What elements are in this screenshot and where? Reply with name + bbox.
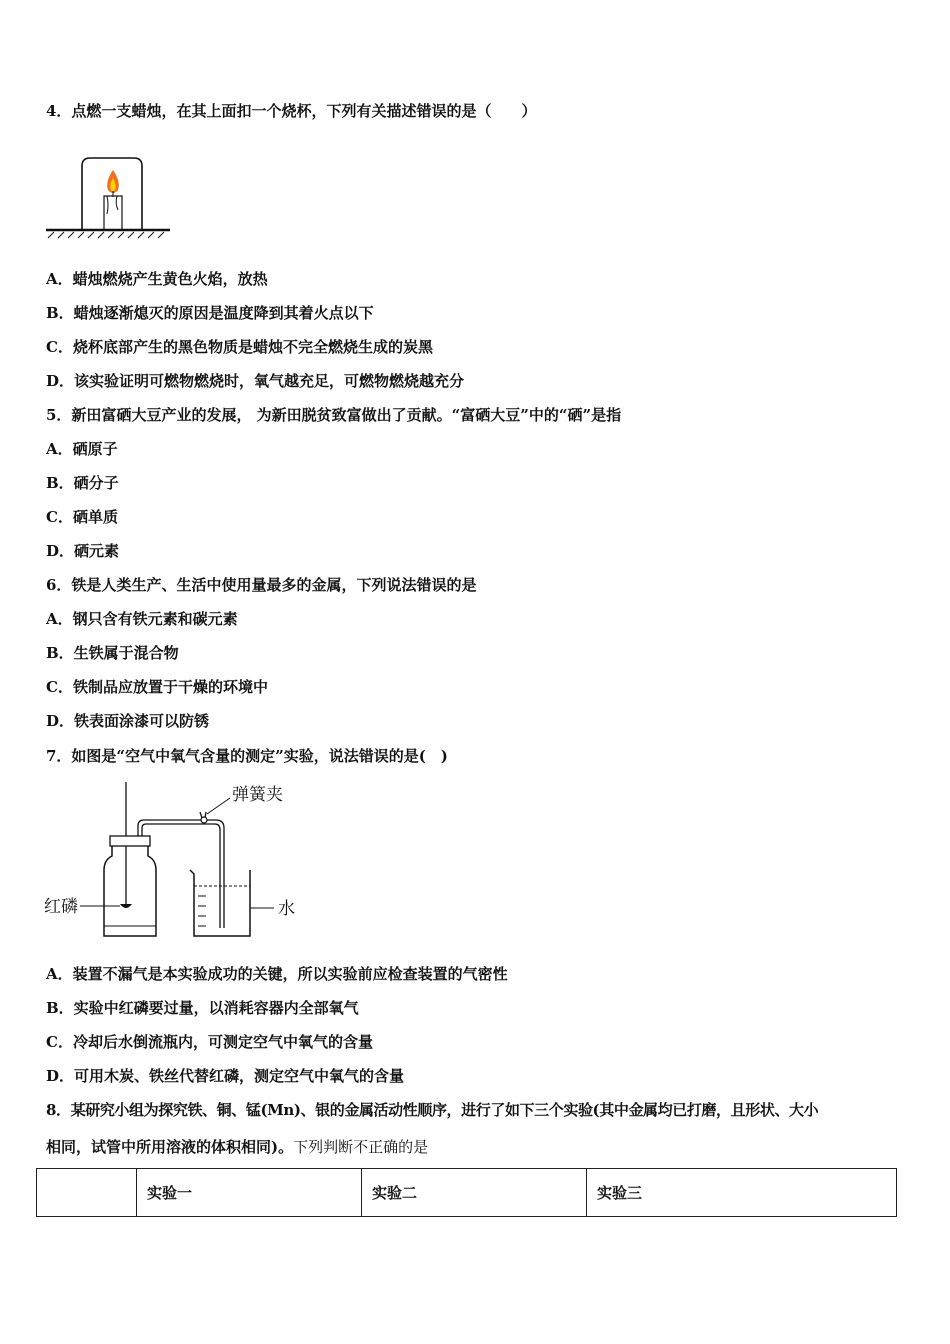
- q6-stem: 6．铁是人类生产、生活中使用量最多的金属，下列说法错误的是: [46, 576, 477, 594]
- table-row: [37, 1169, 897, 1217]
- q7-option-c: C．冷却后水倒流瓶内，可测定空气中氧气的含量: [46, 1033, 373, 1051]
- q8-stem-line2-normal: 下列判断不正确的是: [293, 1138, 429, 1156]
- q5-option-a: A．硒原子: [46, 440, 118, 458]
- q4-stem: 4．点燃一支蜡烛，在其上面扣一个烧杯，下列有关描述错误的是（ ）: [46, 102, 537, 120]
- table-header-empty: [37, 1169, 137, 1217]
- q6-option-b: B．生铁属于混合物: [46, 644, 179, 662]
- q5-option-d: D．硒元素: [46, 542, 120, 560]
- q6-option-c: C．铁制品应放置于干燥的环境中: [46, 678, 268, 696]
- clamp-label: 弹簧夹: [232, 785, 283, 805]
- phosphorus-label: 红磷: [44, 897, 78, 917]
- q5-option-b: B．硒分子: [46, 474, 119, 492]
- q4-option-c: C．烧杯底部产生的黑色物质是蜡烛不完全燃烧生成的炭黑: [46, 338, 433, 356]
- q8-experiment-table: [36, 1168, 897, 1217]
- table-header-exp2: 实验二: [362, 1169, 587, 1217]
- q5-stem: 5．新田富硒大豆产业的发展， 为新田脱贫致富做出了贡献。“富硒大豆”中的“硒”是指: [46, 406, 622, 424]
- q7-option-a: A．装置不漏气是本实验成功的关键，所以实验前应检查装置的气密性: [46, 965, 508, 983]
- q4-option-d: D．该实验证明可燃物燃烧时，氧气越充足，可燃物燃烧越充分: [46, 372, 465, 390]
- q6-option-a: A．钢只含有铁元素和碳元素: [46, 610, 238, 628]
- q4-option-a: A．蜡烛燃烧产生黄色火焰，放热: [46, 270, 268, 288]
- water-label: 水: [278, 899, 295, 919]
- q6-option-d: D．铁表面涂漆可以防锈: [46, 712, 210, 730]
- q8-stem-line2: [46, 1137, 428, 1157]
- q5-option-c: C．硒单质: [46, 508, 118, 526]
- q7-stem: 7．如图是“空气中氧气含量的测定”实验，说法错误的是( ): [46, 747, 448, 765]
- q7-option-d: D．可用木炭、铁丝代替红磷，测定空气中氧气的含量: [46, 1067, 405, 1085]
- candle-beaker-figure: [44, 152, 174, 242]
- q8-stem-line2-bold: 相同，试管中所用溶液的体积相同)。: [46, 1138, 294, 1156]
- table-header-exp1: 实验一: [137, 1169, 362, 1217]
- table-header-exp3: 实验三: [587, 1169, 897, 1217]
- q4-option-b: B．蜡烛逐渐熄灭的原因是温度降到其着火点以下: [46, 304, 374, 322]
- q8-stem-line1: 8．某研究小组为探究铁、铜、锰(Mn)、银的金属活动性顺序，进行了如下三个实验(其中金属均已打磨，且形状、大小: [46, 1101, 819, 1119]
- oxygen-measure-apparatus-figure: [40, 778, 310, 943]
- q7-option-b: B．实验中红磷要过量，以消耗容器内全部氧气: [46, 999, 359, 1017]
